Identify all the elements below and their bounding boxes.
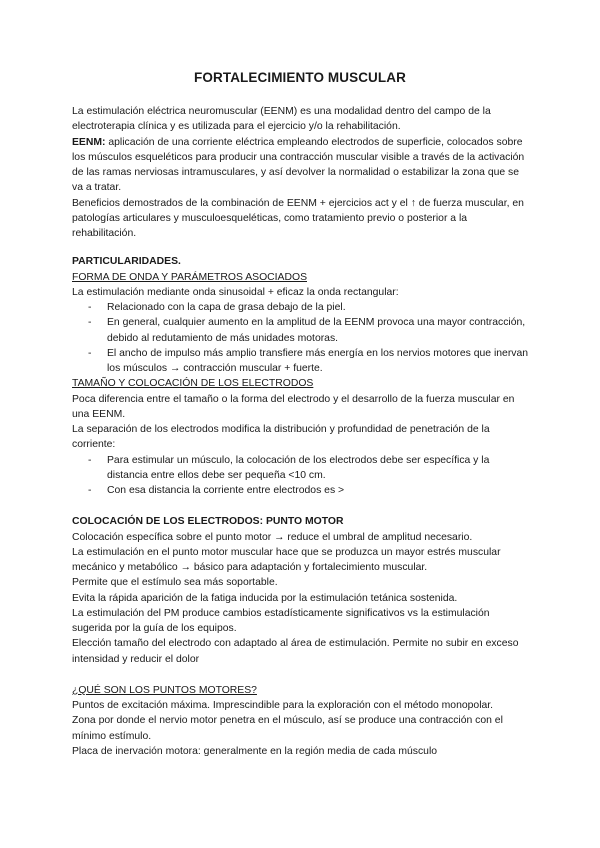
electrodos-text-1: Poca diferencia entre el tamaño o la forma del electrodo y el desarrollo de la fuerza muscular en una EENM. [72, 393, 515, 420]
puntos-motores-line: Puntos de excitación máxima. Imprescindible para la exploración con el método monopolar. [72, 700, 494, 711]
onda-subheading: FORMA DE ONDA Y PARÁMETROS ASOCIADOS [72, 271, 307, 283]
document-body [72, 104, 532, 759]
puntos-motores-line: Zona por donde el nervio motor penetra en el músculo, así se produce una contracción con el mínimo estímulo. [72, 715, 503, 742]
list-item: - En general, cualquier aumento en la amplitud de la EENM provoca una mayor contracción, debido al redutamiento de más unidades motoras. [72, 315, 532, 346]
list-item: - Relacionado con la capa de grasa debajo de la piel. [72, 300, 532, 315]
page-title: FORTALECIMIENTO MUSCULAR [194, 70, 406, 85]
benefits-paragraph: Beneficios demostrados de la combinación de EENM + ejercicios act y el ↑ de fuerza muscular, en patologías articulares y musculoesqueléticas, como tratamiento previo o posterior a la rehabilitación. [72, 197, 524, 239]
puntos-motores-line: Placa de inervación motora: generalmente en la región media de cada músculo [72, 745, 438, 757]
punto-motor-line: Colocación específica sobre el punto motor → reduce el umbral de amplitud necesario. [72, 531, 473, 543]
puntos-motores-heading: ¿QUÉ SON LOS PUNTOS MOTORES? [72, 684, 257, 696]
list-item: - Con esa distancia la corriente entre electrodos es > [72, 483, 532, 498]
punto-motor-line: La estimulación en el punto motor muscular hace que se produzca un mayor estrés muscular mecánico y metabólico → básico para adaptación y fortalecimiento muscular. [72, 546, 501, 573]
eenm-label: EENM: [72, 136, 106, 148]
onda-list [72, 300, 532, 376]
eenm-definition-text: aplicación de una corriente eléctrica empleando electrodos de superficie, colocados sobre los músculos esqueléticos para producir una contracción muscular visible a través de la activación de las ramas nerviosas intramusculares, y así devolver la normalidad o estabilizar la zona que se va a tratar. [72, 136, 525, 194]
punto-motor-line: La estimulación del PM produce cambios estadísticamente significativos vs la estimulación sugerida por la guía de los equipos. [72, 607, 490, 634]
punto-motor-line: Permite que el estímulo sea más soportable. [72, 577, 278, 589]
eenm-definition [72, 135, 532, 196]
list-item: - Para estimular un músculo, la colocación de los electrodos debe ser específica y la distancia entre ellos debe ser pequeña <10 cm. [72, 453, 532, 484]
electrodos-subheading: TAMAÑO Y COLOCACIÓN DE LOS ELECTRODOS [72, 378, 314, 390]
electrodos-text-2: La separación de los electrodos modifica la distribución y profundidad de penetración de la corriente: [72, 424, 490, 451]
punto-motor-line: Evita la rápida aparición de la fatiga inducida por la estimulación tetánica sostenida. [72, 592, 458, 604]
onda-text: La estimulación mediante onda sinusoidal + eficaz la onda rectangular: [72, 286, 399, 298]
intro-paragraph: La estimulación eléctrica neuromuscular (EENM) es una modalidad dentro del campo de la electroterapia clínica y es utilizada para el ejercicio y/o la rehabilitación. [72, 106, 491, 133]
punto-motor-heading: COLOCACIÓN DE LOS ELECTRODOS: PUNTO MOTOR [72, 516, 344, 528]
list-item: - El ancho de impulso más amplio transfiere más energía en los nervios motores que inervan los músculos → contracción muscular + fuerte. [72, 346, 532, 377]
electrodos-list [72, 453, 532, 499]
particularidades-heading: PARTICULARIDADES. [72, 256, 181, 268]
punto-motor-line: Elección tamaño del electrodo con adaptado al área de estimulación. Permite no subir en exceso intensidad y reducir el dolor [72, 638, 519, 665]
